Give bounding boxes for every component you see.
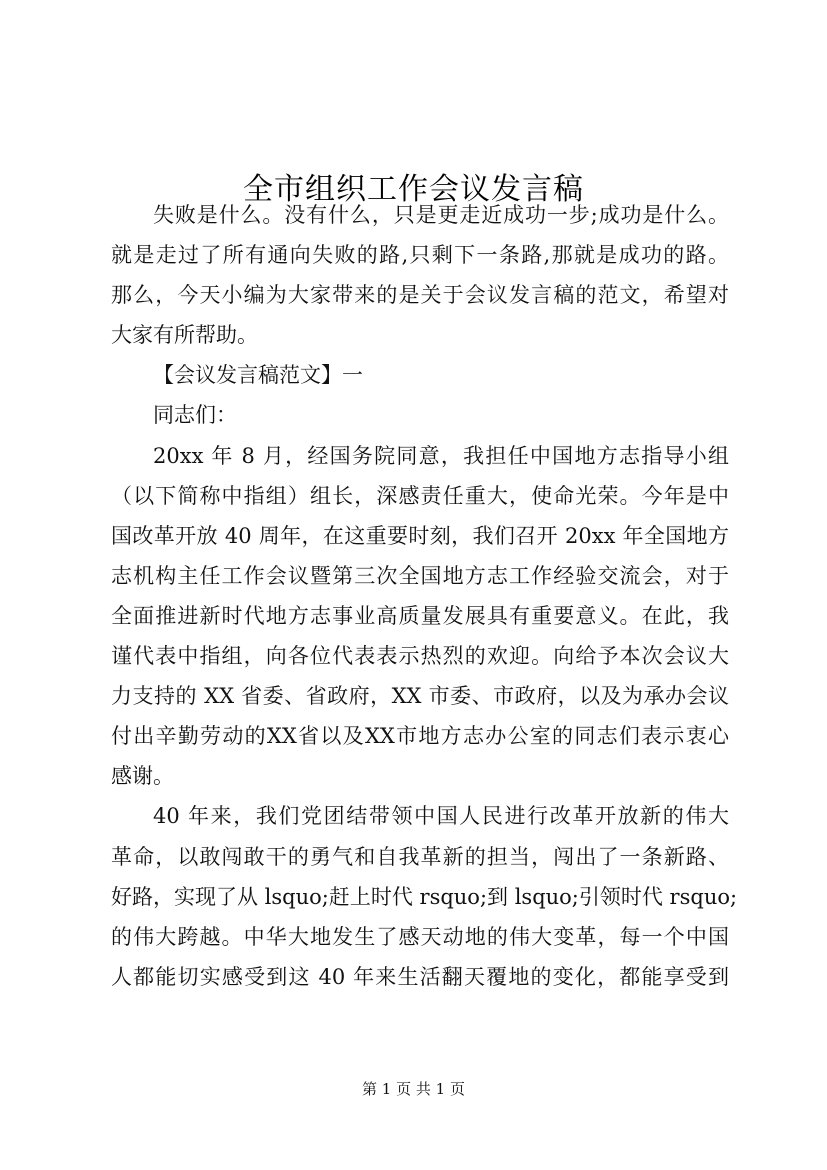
section-heading: 【会议发言稿范文】一 bbox=[153, 363, 363, 388]
paragraph-intro bbox=[111, 195, 729, 355]
salutation: 同志们： bbox=[153, 403, 237, 428]
paragraph-section-heading bbox=[111, 355, 729, 395]
text-line: 就是走过了所有通向失败的路,只剩下一条路,那就是成功的路。 bbox=[111, 243, 729, 268]
text-line: 20xx 年 8 月，经国务院同意，我担任中国地方志指导小组 bbox=[153, 443, 729, 468]
text-line: 志机构主任工作会议暨第三次全国地方志工作经验交流会，对于 bbox=[111, 563, 729, 588]
text-line: 失败是什么。没有什么，只是更走近成功一步;成功是什么。 bbox=[153, 203, 729, 227]
paragraph-salutation bbox=[111, 395, 729, 435]
text-line: 大家有所帮助。 bbox=[111, 323, 258, 348]
text-line: 那么，今天小编为大家带来的是关于会议发言稿的范文，希望对 bbox=[111, 283, 729, 308]
text-line: 国改革开放 40 周年，在这重要时刻，我们召开 20xx 年全国地方 bbox=[111, 523, 729, 548]
text-line: 感谢。 bbox=[111, 764, 174, 789]
document-title: 全市组织工作会议发言稿 bbox=[243, 172, 584, 208]
text-line: 的伟大跨越。中华大地发生了感天动地的伟大变革，每一个中国 bbox=[111, 924, 729, 949]
page-footer: 第 1 页 共 1 页 bbox=[362, 1080, 465, 1098]
text-line: 革命，以敢闯敢干的勇气和自我革新的担当，闯出了一条新路、 bbox=[111, 844, 729, 869]
text-line: 人都能切实感受到这 40 年来生活翻天覆地的变化，都能享受到 bbox=[111, 964, 729, 989]
text-line: 40 年来，我们党团结带领中国人民进行改革开放新的伟大 bbox=[153, 804, 729, 829]
text-line: 谨代表中指组，向各位代表表示热烈的欢迎。向给予本次会议大 bbox=[111, 644, 729, 669]
text-line: 全面推进新时代地方志事业高质量发展具有重要意义。在此，我 bbox=[111, 603, 729, 628]
paragraph-reform bbox=[111, 796, 738, 996]
text-line: 好路，实现了从 lsquo;赶上时代 rsquo;到 lsquo;引领时代 rsquo; bbox=[111, 884, 738, 909]
text-line: 付出辛勤劳动的XX省以及XX市地方志办公室的同志们表示衷心 bbox=[111, 724, 729, 749]
text-line: 力支持的 XX 省委、省政府，XX 市委、市政府，以及为承办会议 bbox=[111, 684, 729, 709]
text-line: （以下简称中指组）组长，深感责任重大，使命光荣。今年是中 bbox=[111, 483, 729, 508]
document-body bbox=[111, 195, 738, 997]
paragraph-opening bbox=[111, 436, 729, 797]
